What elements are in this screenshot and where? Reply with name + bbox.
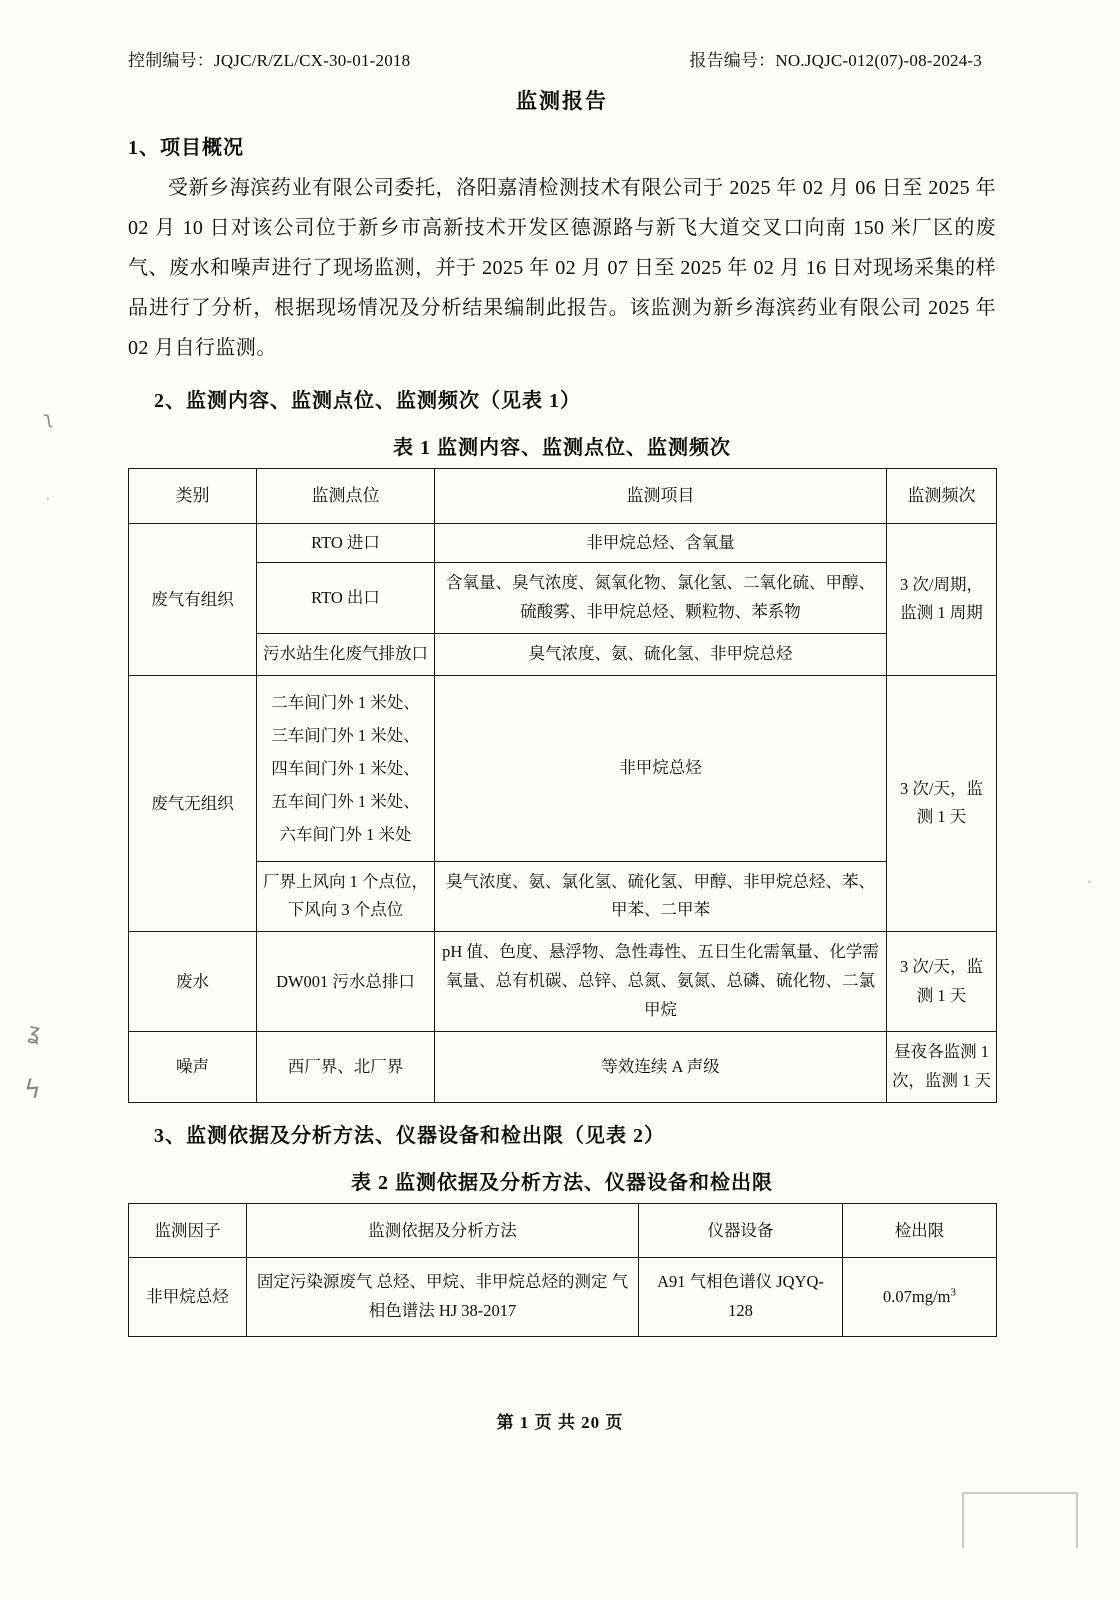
section-3-heading: 3、监测依据及分析方法、仪器设备和检出限（见表 2）: [154, 1124, 665, 1147]
scan-artifact: ˙: [1086, 880, 1093, 896]
column-header-instrument: 仪器设备: [639, 1203, 843, 1258]
cell-point: 西厂界、北厂界: [257, 1031, 435, 1102]
cell-point: 污水站生化废气排放口: [257, 633, 435, 675]
cell-category: 噪声: [129, 1031, 257, 1102]
column-header-factor: 监测因子: [129, 1203, 247, 1258]
cell-project: pH 值、色度、悬浮物、急性毒性、五日生化需氧量、化学需氧量、总有机碳、总锌、总氮、氨氮、总磷、硫化物、二氯甲烷: [435, 932, 887, 1032]
table-row: [129, 675, 997, 861]
cell-method: 固定污染源废气 总烃、甲烷、非甲烷总烃的测定 气相色谱法 HJ 38-2017: [247, 1258, 639, 1337]
cell-project: 含氧量、臭气浓度、氮氧化物、氯化氢、二氧化硫、甲醇、硫酸雾、非甲烷总烃、颗粒物、苯系物: [435, 562, 887, 633]
table-1-caption: 表 1 监测内容、监测点位、监测频次: [393, 437, 731, 459]
cell-project: 臭气浓度、氨、氯化氢、硫化氢、甲醇、非甲烷总烃、苯、甲苯、二甲苯: [435, 861, 887, 932]
column-header-method: 监测依据及分析方法: [247, 1203, 639, 1258]
scan-artifact: ʅ: [42, 407, 54, 430]
detection-limit-exponent: 3: [950, 1286, 956, 1299]
column-header-frequency: 监测频次: [887, 469, 997, 524]
cell-frequency: 3 次/周期，监测 1 周期: [887, 524, 997, 675]
report-number: 报告编号：NO.JQJC-012(07)-08-2024-3: [689, 51, 982, 70]
table-row: [129, 861, 997, 932]
scan-edge-mark: [962, 1492, 964, 1548]
page-footer: 第 1 页 共 20 页: [496, 1413, 624, 1432]
cell-point: 二车间门外 1 米处、三车间门外 1 米处、四车间门外 1 米处、五车间门外 1 米处、六车间门外 1 米处: [257, 675, 435, 861]
cell-category: 废气有组织: [129, 524, 257, 675]
method-instrument-table: [128, 1203, 997, 1337]
table-2-caption: 表 2 监测依据及分析方法、仪器设备和检出限: [351, 1171, 773, 1194]
section-1-paragraph: 受新乡海滨药业有限公司委托，洛阳嘉清检测技术有限公司于 2025 年 02 月 06 日至 2025 年 02 月 10 日对该公司位于新乡市高新技术开发区德源路与新飞大道交叉口向南 150 米厂区的废气、废水和噪声进行了现场监测，并于 2025 年 02 月 07 日至 2025 年 02 月 16 日对现场采集的样品进行了分析，根据现场情况及分析结果编制此报告。该监测为新乡海滨药业有限公司 2025 年 02 月自行监测。: [128, 177, 996, 359]
scan-edge-mark: [962, 1492, 1078, 1494]
table-row: [129, 932, 997, 1032]
column-header-project: 监测项目: [435, 469, 887, 524]
table-row: [129, 1258, 997, 1337]
document-title: 监测报告: [516, 89, 608, 113]
cell-frequency: 3 次/天，监测 1 天: [887, 675, 997, 932]
control-number: 控制编号：JQJC/R/ZL/CX-30-01-2018: [128, 51, 411, 70]
column-header-detection-limit: 检出限: [843, 1203, 997, 1258]
detection-limit-value: 0.07mg/m: [883, 1287, 951, 1307]
table-row: [129, 1031, 997, 1102]
scan-artifact: ·: [46, 492, 50, 506]
table-row: [129, 524, 997, 563]
scan-artifact: ϟ: [22, 1074, 43, 1106]
cell-factor: 非甲烷总烃: [129, 1258, 247, 1337]
scan-edge-mark: [1076, 1492, 1078, 1548]
cell-point: RTO 进口: [257, 524, 435, 563]
page-content: [128, 46, 996, 1337]
cell-project: 非甲烷总烃、含氧量: [435, 524, 887, 563]
column-header-point: 监测点位: [257, 469, 435, 524]
cell-project: 臭气浓度、氨、硫化氢、非甲烷总烃: [435, 633, 887, 675]
monitoring-plan-table: [128, 468, 997, 1103]
cell-frequency: 3 次/天，监测 1 天: [887, 932, 997, 1032]
cell-instrument: A91 气相色谱仪 JQYQ-128: [639, 1258, 843, 1337]
scan-artifact: ʓ: [25, 1018, 44, 1047]
cell-project: 等效连续 A 声级: [435, 1031, 887, 1102]
cell-category: 废水: [129, 932, 257, 1032]
section-2-heading: 2、监测内容、监测点位、监测频次（见表 1）: [154, 390, 581, 412]
cell-category: 废气无组织: [129, 675, 257, 932]
section-1-heading: 1、项目概况: [128, 137, 244, 159]
table-header-row: [129, 469, 997, 524]
table-header-row: [129, 1203, 997, 1258]
cell-project: 非甲烷总烃: [435, 675, 887, 861]
cell-frequency: 昼夜各监测 1 次，监测 1 天: [887, 1031, 997, 1102]
cell-point: 厂界上风向 1 个点位，下风向 3 个点位: [257, 861, 435, 932]
cell-point: RTO 出口: [257, 562, 435, 633]
table-row: [129, 633, 997, 675]
document-header: [128, 46, 996, 71]
table-row: [129, 562, 997, 633]
column-header-category: 类别: [129, 469, 257, 524]
cell-point: DW001 污水总排口: [257, 932, 435, 1032]
cell-detection-limit: [843, 1258, 997, 1337]
